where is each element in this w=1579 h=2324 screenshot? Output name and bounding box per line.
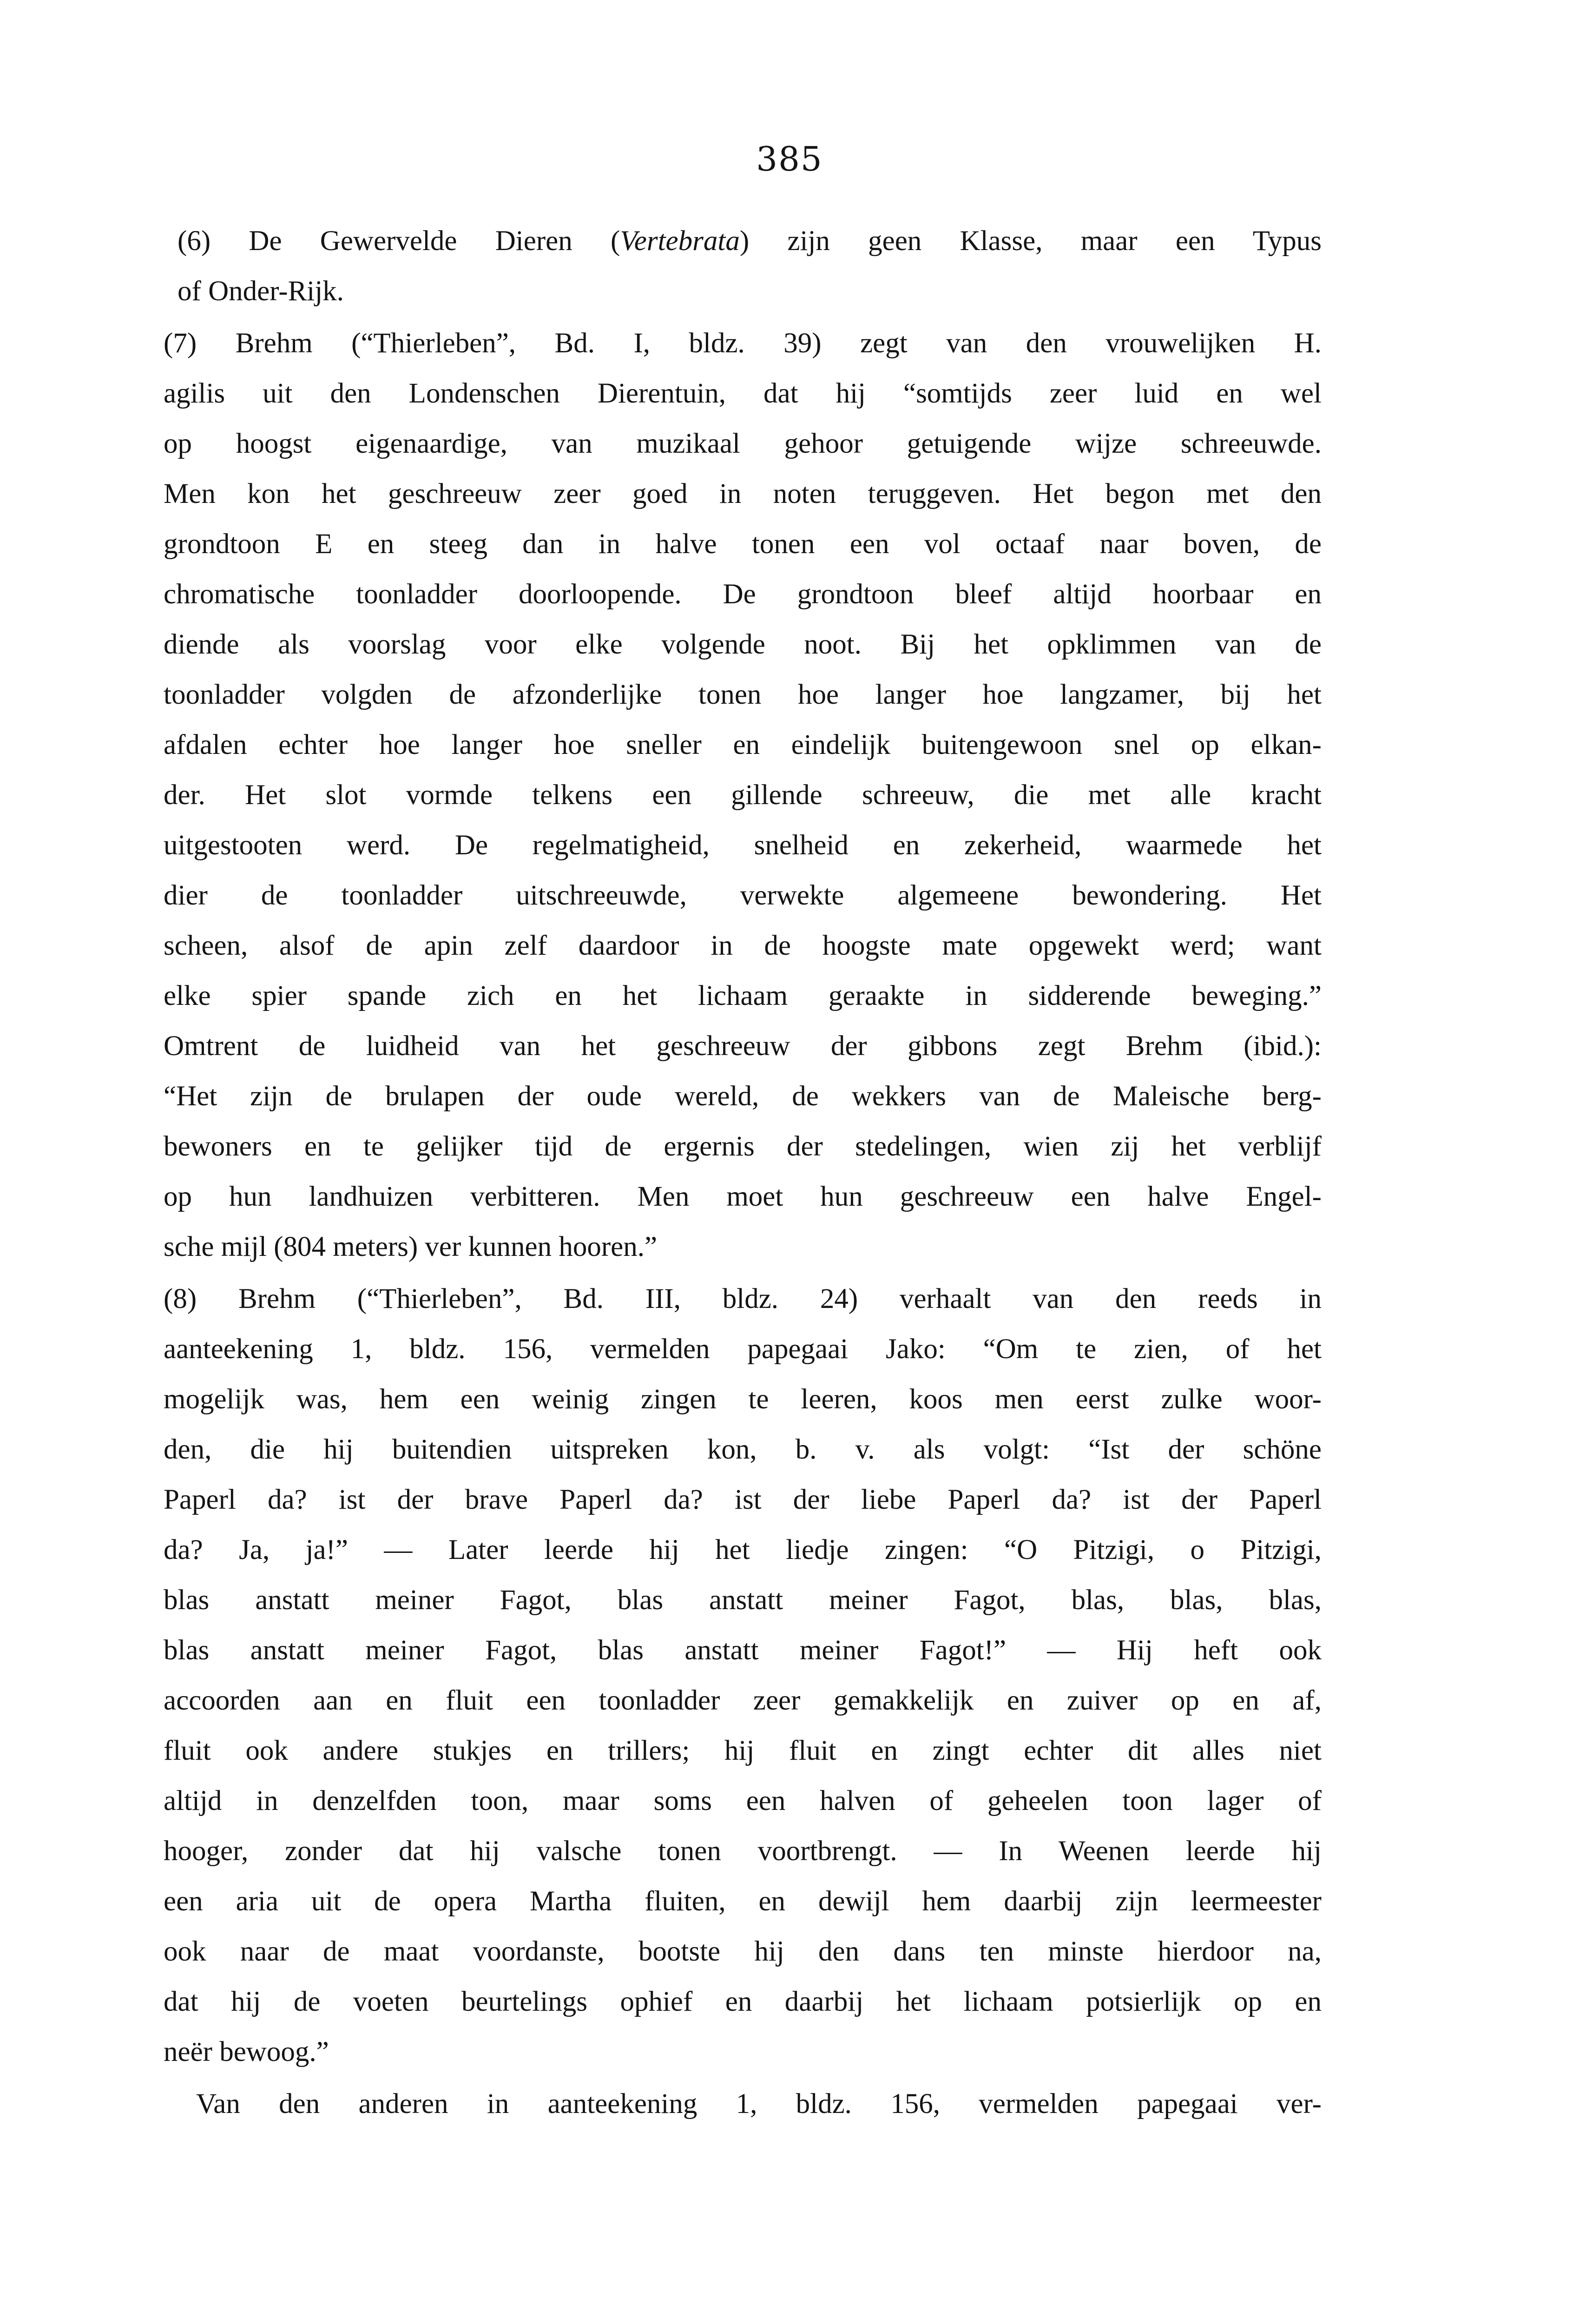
text-line: dier de toonladder uitschreeuwde, verwekte algemeene bewondering. Het — [164, 880, 1322, 911]
text-line: agilis uit den Londenschen Dierentuin, dat hij “somtijds zeer luid en wel — [164, 378, 1322, 409]
text-line: ook naar de maat voordanste, bootste hij den dans ten minste hierdoor na, — [164, 1936, 1322, 1967]
text-line: altijd in denzelfden toon, maar soms een halven of geheelen toon lager of — [164, 1785, 1322, 1816]
text-line: uitgestooten werd. De regelmatigheid, snelheid en zekerheid, waarmede het — [164, 830, 1322, 861]
text-line: blas anstatt meiner Fagot, blas anstatt meiner Fagot, blas, blas, blas, — [164, 1585, 1322, 1616]
footnotes-block — [164, 216, 1322, 2129]
text-line: (7) Brehm (“Thierleben”, Bd. I, bldz. 39) zegt van den vrouwelijken H. — [164, 328, 1322, 359]
text-line — [164, 216, 1322, 266]
text-line: afdalen echter hoe langer hoe sneller en eindelijk buitengewoon snel op elkan- — [164, 729, 1322, 760]
text-line: aanteekening 1, bldz. 156, vermelden papegaai Jako: “Om te zien, of het — [164, 1334, 1322, 1365]
text-line: grondtoon E en steeg dan in halve tonen een vol octaaf naar boven, de — [164, 528, 1322, 560]
text-line: dat hij de voeten beurtelings ophief en daarbij het lichaam potsierlijk op en — [164, 1986, 1322, 2017]
text-line: bewoners en te gelijker tijd de ergernis der stedelingen, wien zij het verblijf — [164, 1131, 1322, 1162]
text-line: accoorden aan en fluit een toonladder zeer gemakkelijk en zuiver op en af, — [164, 1685, 1322, 1716]
text-line: of Onder-Rijk. — [178, 276, 344, 307]
note-6-line-1b: ) zijn geen Klasse, maar een Typus — [739, 225, 1322, 257]
continuation-paragraph — [164, 2079, 1322, 2129]
text-line: da? Ja, ja!” — Later leerde hij het liedje zingen: “O Pitzigi, o Pitzigi, — [164, 1534, 1322, 1565]
text-line: Van den anderen in aanteekening 1, bldz. 156, vermelden papegaai ver- — [196, 2088, 1322, 2119]
footnote-6 — [164, 216, 1322, 317]
text-line: op hoogst eigenaardige, van muzikaal gehoor getuigende wijze schreeuwde. — [164, 428, 1322, 459]
text-line: een aria uit de opera Martha fluiten, en dewijl hem daarbij zijn leermeester — [164, 1886, 1322, 1917]
text-line: op hun landhuizen verbitteren. Men moet hun geschreeuw een halve Engel- — [164, 1181, 1322, 1212]
text-line: (8) Brehm (“Thierleben”, Bd. III, bldz. 24) verhaalt van den reeds in — [164, 1283, 1322, 1314]
text-line: der. Het slot vormde telkens een gillende schreeuw, die met alle kracht — [164, 779, 1322, 811]
text-line: elke spier spande zich en het lichaam geraakte in sidderende beweging.” — [164, 980, 1322, 1011]
text-line: “Het zijn de brulapen der oude wereld, de wekkers van de Maleische berg- — [164, 1081, 1322, 1112]
footnote-8 — [164, 1274, 1322, 2077]
text-line: blas anstatt meiner Fagot, blas anstatt meiner Fagot!” — Hij heft ook — [164, 1635, 1322, 1666]
text-line: hooger, zonder dat hij valsche tonen voortbrengt. — In Weenen leerde hij — [164, 1835, 1322, 1867]
text-line: Omtrent de luidheid van het geschreeuw der gibbons zegt Brehm (ibid.): — [164, 1030, 1322, 1062]
taxon-italic: Vertebrata — [620, 225, 740, 257]
text-line: den, die hij buitendien uitspreken kon, b. v. als volgt: “Ist der schöne — [164, 1434, 1322, 1465]
text-line: sche mijl (804 meters) ver kunnen hooren.” — [164, 1231, 658, 1262]
text-line: neër bewoog.” — [164, 2036, 329, 2067]
text-line: mogelijk was, hem een weinig zingen te leeren, koos men eerst zulke woor- — [164, 1384, 1322, 1415]
page-number: 385 — [756, 139, 823, 178]
text-line: fluit ook andere stukjes en trillers; hij fluit en zingt echter dit alles niet — [164, 1735, 1322, 1766]
text-line: chromatische toonladder doorloopende. De grondtoon bleef altijd hoorbaar en — [164, 579, 1322, 610]
text-line: Men kon het geschreeuw zeer goed in noten teruggeven. Het begon met den — [164, 478, 1322, 509]
footnote-7 — [164, 318, 1322, 1272]
note-6-line-1a: (6) De Gewervelde Dieren ( — [178, 225, 620, 257]
text-line: toonladder volgden de afzonderlijke tonen hoe langer hoe langzamer, bij het — [164, 679, 1322, 710]
text-line: Paperl da? ist der brave Paperl da? ist der liebe Paperl da? ist der Paperl — [164, 1484, 1322, 1515]
text-line: diende als voorslag voor elke volgende noot. Bij het opklimmen van de — [164, 629, 1322, 660]
text-line: scheen, alsof de apin zelf daardoor in de hoogste mate opgewekt werd; want — [164, 930, 1322, 961]
